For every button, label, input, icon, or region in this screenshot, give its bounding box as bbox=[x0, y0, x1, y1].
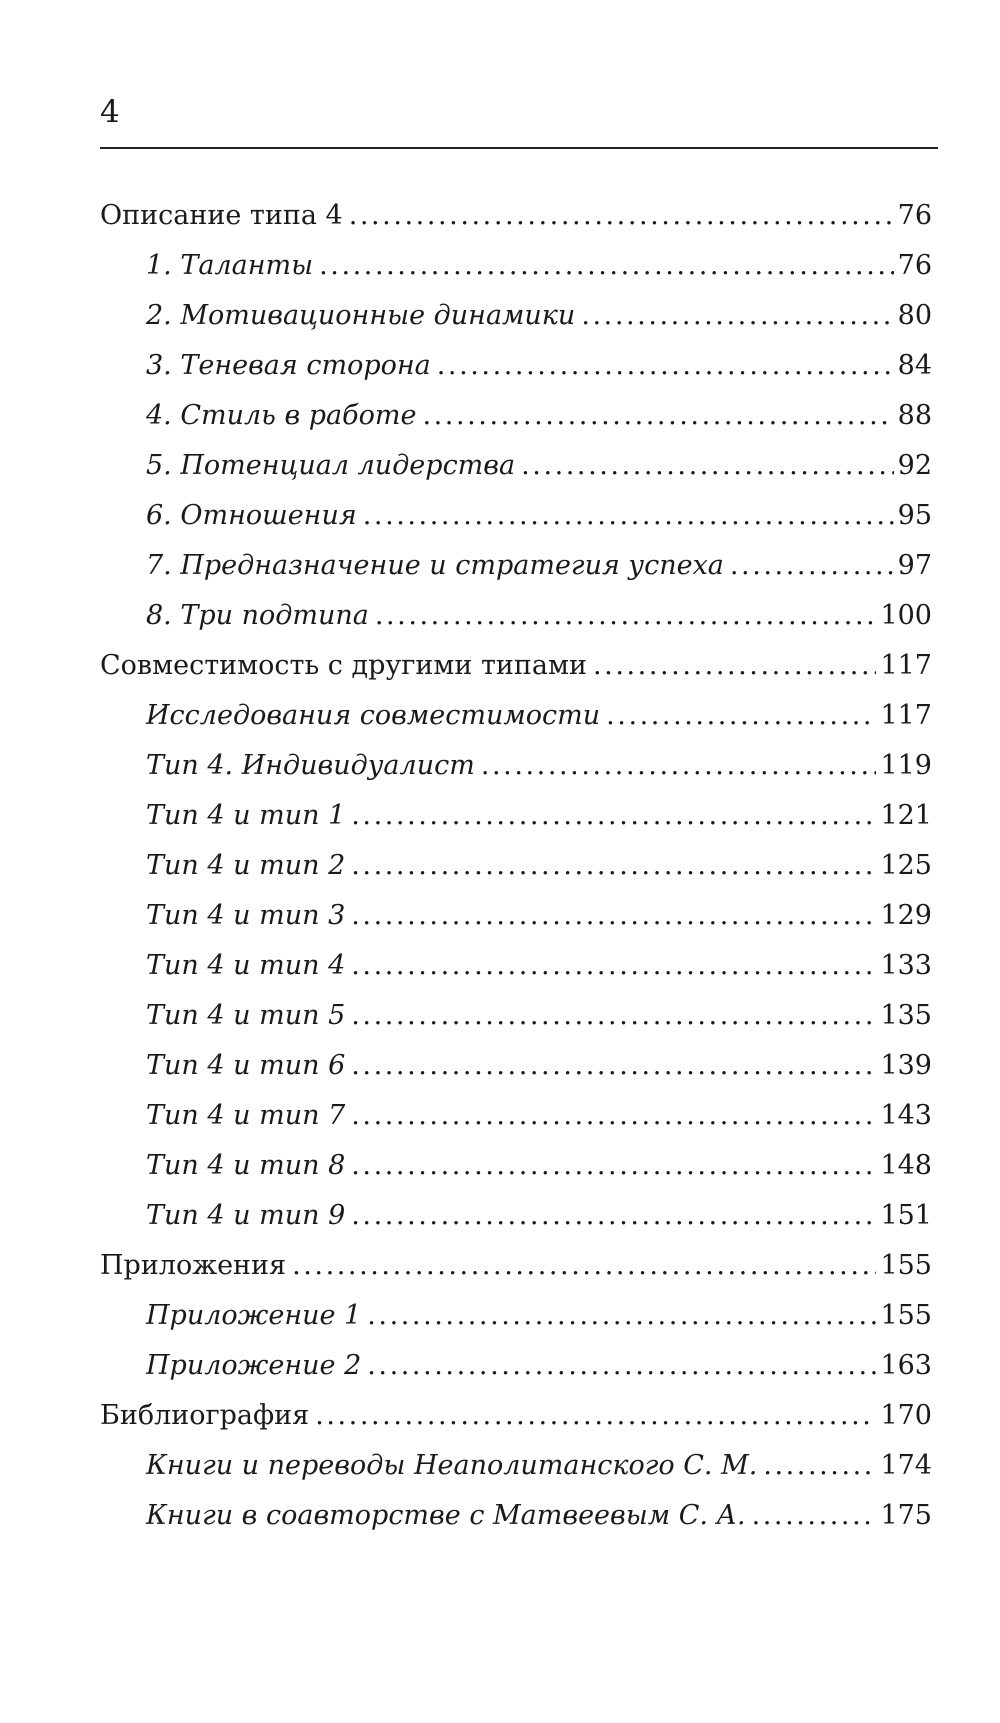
toc-entry-title: Исследования совместимости bbox=[146, 700, 601, 731]
toc-subentry bbox=[100, 741, 932, 791]
toc-entry-page: 117 bbox=[880, 700, 932, 731]
toc-entry-title: Тип 4 и тип 3 bbox=[146, 900, 346, 931]
toc-dot-leader bbox=[763, 1441, 876, 1491]
toc-entry-page: 175 bbox=[880, 1500, 932, 1531]
toc-entry bbox=[100, 1241, 932, 1291]
toc-entry-page: 143 bbox=[880, 1100, 932, 1131]
table-of-contents bbox=[100, 191, 932, 1541]
toc-subentry bbox=[100, 1191, 932, 1241]
toc-subentry bbox=[100, 1441, 932, 1491]
toc-dot-leader bbox=[319, 241, 894, 291]
toc-entry-page: 88 bbox=[897, 400, 932, 431]
toc-dot-leader bbox=[292, 1241, 876, 1291]
toc-subentry bbox=[100, 1091, 932, 1141]
toc-entry-page: 139 bbox=[880, 1050, 932, 1081]
toc-entry-page: 97 bbox=[897, 550, 932, 581]
toc-entry-title: Тип 4 и тип 2 bbox=[146, 850, 346, 881]
toc-subentry bbox=[100, 891, 932, 941]
toc-entry-page: 100 bbox=[880, 600, 932, 631]
toc-entry-title: Книги и переводы Неаполитанского С. М. bbox=[146, 1450, 758, 1481]
toc-entry-title: 8. Три подтипа bbox=[146, 600, 369, 631]
toc-entry bbox=[100, 1391, 932, 1441]
toc-subentry bbox=[100, 1041, 932, 1091]
toc-dot-leader bbox=[351, 791, 876, 841]
toc-dot-leader bbox=[349, 191, 894, 241]
toc-entry-title: Тип 4 и тип 8 bbox=[146, 1150, 346, 1181]
toc-dot-leader bbox=[375, 591, 877, 641]
toc-dot-leader bbox=[593, 641, 876, 691]
toc-entry-title: Приложения bbox=[100, 1250, 287, 1281]
toc-dot-leader bbox=[752, 1491, 877, 1541]
toc-entry-page: 135 bbox=[880, 1000, 932, 1031]
toc-entry-page: 76 bbox=[897, 250, 932, 281]
toc-subentry bbox=[100, 291, 932, 341]
toc-dot-leader bbox=[422, 391, 893, 441]
toc-subentry bbox=[100, 841, 932, 891]
toc-dot-leader bbox=[351, 1141, 876, 1191]
toc-entry-page: 125 bbox=[880, 850, 932, 881]
toc-entry-title: 2. Мотивационные динамики bbox=[146, 300, 576, 331]
toc-entry-title: 6. Отношения bbox=[146, 500, 357, 531]
toc-entry-page: 170 bbox=[880, 1400, 932, 1431]
toc-dot-leader bbox=[581, 291, 893, 341]
toc-subentry bbox=[100, 391, 932, 441]
toc-entry-title: 3. Теневая сторона bbox=[146, 350, 431, 381]
toc-subentry bbox=[100, 341, 932, 391]
toc-entry-page: 92 bbox=[897, 450, 932, 481]
toc-dot-leader bbox=[481, 741, 877, 791]
toc-dot-leader bbox=[351, 941, 876, 991]
toc-subentry bbox=[100, 441, 932, 491]
toc-entry-title: Тип 4 и тип 5 bbox=[146, 1000, 346, 1031]
toc-dot-leader bbox=[367, 1291, 876, 1341]
toc-subentry bbox=[100, 591, 932, 641]
toc-entry-title: Тип 4 и тип 1 bbox=[146, 800, 346, 831]
toc-entry-title: 4. Стиль в работе bbox=[146, 400, 417, 431]
toc-entry-title: Тип 4. Индивидуалист bbox=[146, 750, 475, 781]
header-divider bbox=[100, 147, 938, 149]
toc-dot-leader bbox=[363, 491, 894, 541]
toc-dot-leader bbox=[351, 1091, 876, 1141]
toc-subentry bbox=[100, 941, 932, 991]
toc-entry-page: 121 bbox=[880, 800, 932, 831]
toc-entry-page: 151 bbox=[880, 1200, 932, 1231]
toc-entry-title: 1. Таланты bbox=[146, 250, 314, 281]
toc-entry bbox=[100, 191, 932, 241]
toc-entry-title: Книги в соавторстве с Матвеевым С. А. bbox=[146, 1500, 746, 1531]
toc-entry-page: 95 bbox=[897, 500, 932, 531]
toc-entry-page: 133 bbox=[880, 950, 932, 981]
toc-dot-leader bbox=[351, 891, 876, 941]
toc-entry-title: Совместимость с другими типами bbox=[100, 650, 587, 681]
toc-entry-page: 129 bbox=[880, 900, 932, 931]
toc-entry-page: 155 bbox=[880, 1250, 932, 1281]
toc-dot-leader bbox=[351, 841, 876, 891]
toc-entry-title: Тип 4 и тип 6 bbox=[146, 1050, 346, 1081]
toc-subentry bbox=[100, 491, 932, 541]
toc-entry-title: Приложение 2 bbox=[146, 1350, 362, 1381]
toc-dot-leader bbox=[521, 441, 894, 491]
toc-entry-page: 80 bbox=[897, 300, 932, 331]
toc-entry-page: 155 bbox=[880, 1300, 932, 1331]
toc-entry-title: Тип 4 и тип 9 bbox=[146, 1200, 346, 1231]
toc-subentry bbox=[100, 1291, 932, 1341]
toc-subentry bbox=[100, 1491, 932, 1541]
toc-subentry bbox=[100, 541, 932, 591]
toc-entry-title: Тип 4 и тип 7 bbox=[146, 1100, 346, 1131]
toc-subentry bbox=[100, 241, 932, 291]
toc-entry-title: Тип 4 и тип 4 bbox=[146, 950, 346, 981]
toc-dot-leader bbox=[351, 1041, 876, 1091]
toc-dot-leader bbox=[730, 541, 894, 591]
toc-entry-page: 119 bbox=[880, 750, 932, 781]
toc-entry-page: 117 bbox=[880, 650, 932, 681]
toc-dot-leader bbox=[367, 1341, 876, 1391]
toc-entry-title: Библиография bbox=[100, 1400, 310, 1431]
toc-subentry bbox=[100, 991, 932, 1041]
toc-subentry bbox=[100, 791, 932, 841]
toc-entry-title: Приложение 1 bbox=[146, 1300, 362, 1331]
toc-entry-title: 7. Предназначение и стратегия успеха bbox=[146, 550, 724, 581]
toc-dot-leader bbox=[351, 991, 876, 1041]
toc-entry-page: 148 bbox=[880, 1150, 932, 1181]
toc-entry-page: 76 bbox=[897, 200, 932, 231]
page-number: 4 bbox=[100, 94, 120, 130]
toc-subentry bbox=[100, 1141, 932, 1191]
toc-dot-leader bbox=[606, 691, 876, 741]
toc-subentry bbox=[100, 1341, 932, 1391]
toc-dot-leader bbox=[315, 1391, 876, 1441]
toc-dot-leader bbox=[437, 341, 894, 391]
toc-entry-title: 5. Потенциал лидерства bbox=[146, 450, 516, 481]
toc-entry-page: 174 bbox=[880, 1450, 932, 1481]
toc-dot-leader bbox=[351, 1191, 876, 1241]
toc-entry-page: 163 bbox=[880, 1350, 932, 1381]
toc-entry-title: Описание типа 4 bbox=[100, 200, 343, 231]
toc-entry bbox=[100, 641, 932, 691]
toc-subentry bbox=[100, 691, 932, 741]
toc-entry-page: 84 bbox=[897, 350, 932, 381]
